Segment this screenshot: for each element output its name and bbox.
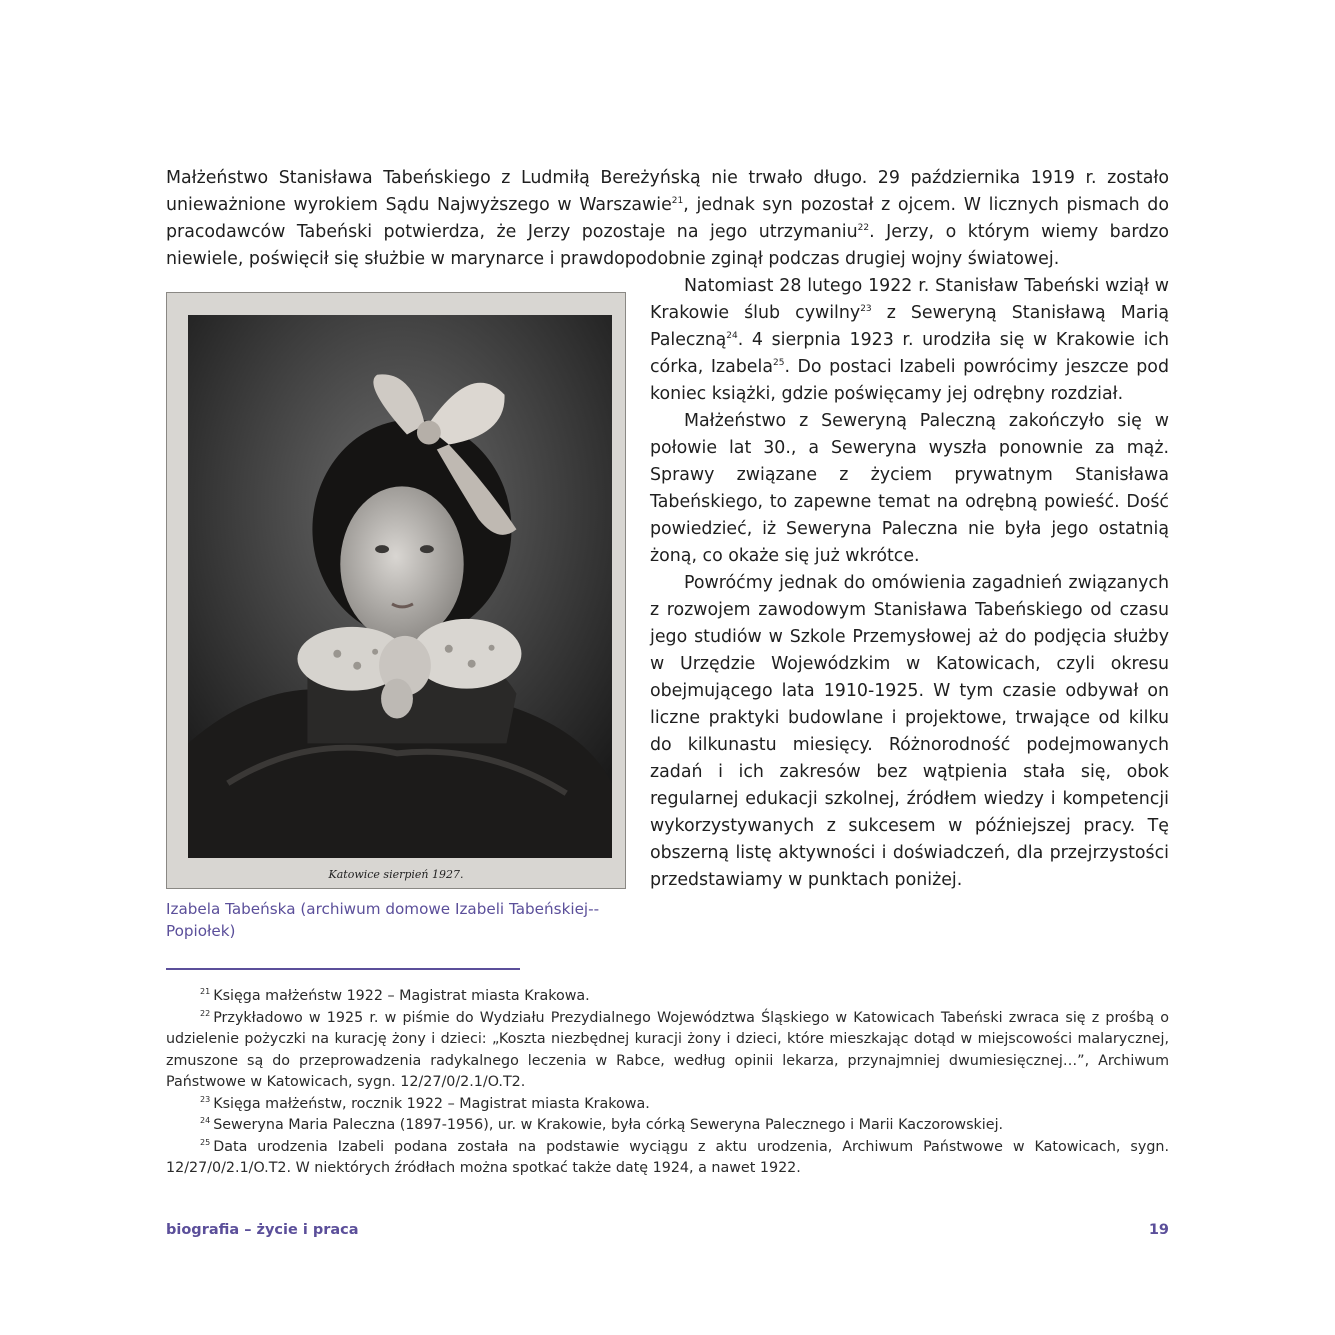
photo-inscription: Katowice sierpień 1927.: [328, 868, 464, 881]
footnote-number: 24: [200, 1116, 211, 1125]
footnote: [166, 1137, 1169, 1180]
paragraph-text: . 4 sierpnia 1923 r. urodziła się w Krakowie ich córka, Izabela: [650, 330, 1169, 377]
footnote-text: Przykładowo w 1925 r. w piśmie do Wydziału Prezydialnego Województwa Śląskiego w Katowicach Tabeński zwraca się z prośbą o udzielenie pożyczki na kurację żony i dzieci: „Koszta niezbędnej kuracji żony i dzieci, które mieszkając dotąd w miejscowości malarycznej, zmuszone są do przeprowadzenia radykalnego leczenia w Rabce, według opinii lekarza, przynajmniej dwumiesięcznej…”, Archiwum Państwowe w Katowicach, sygn. 12/27/0/2.1/O.T2.: [166, 1009, 1169, 1090]
intro-paragraph: [166, 165, 1169, 273]
footnote-ref[interactable]: 23: [860, 304, 872, 314]
paragraph: [650, 273, 1169, 408]
girl-portrait-illustration: [188, 315, 612, 858]
footnote: [166, 1115, 1169, 1137]
intro-text: . Jerzy, o którym wiemy bardzo niewiele, poświęcił się służbie w marynarce i prawdopodobnie zginął podczas drugiej wojny światowej.: [166, 222, 1170, 269]
footnote-divider: [166, 968, 520, 970]
paragraph: Powróćmy jednak do omówienia zagadnień związanych z rozwojem zawodowym Stanisława Tabeńskiego od czasu jego studiów w Szkole Przemysłowej aż do podjęcia służby w Urzędzie Wojewódzkim w Katowicach, czyli okresu obejmującego lata 1910-1925. W tym czasie odbywał on liczne praktyki budowlane i projektowe, trwające od kilku do kilkunastu miesięcy. Różnorodność podejmowanych zadań i ich zakresów bez wątpienia stała się, obok regularnej edukacji szkolnej, źródłem wiedzy i kompetencji wykorzystywanych z sukcesem w późniejszej pracy. Tę obszerną listę aktywności i doświadczeń, dla przejrzystości przedstawiamy w punktach poniżej.: [650, 573, 1169, 890]
footnote-number: 25: [200, 1137, 211, 1147]
right-column-text: [650, 273, 1169, 894]
footnote-ref[interactable]: 22: [857, 223, 870, 233]
footnote-number: 22: [200, 1008, 211, 1018]
footnotes: [166, 986, 1169, 1180]
footnote: [166, 986, 1169, 1008]
footnote-text: Księga małżeństw, rocznik 1922 – Magistrat miasta Krakowa.: [213, 1095, 650, 1112]
footnote-number: 23: [200, 1094, 211, 1104]
photo-caption: Izabela Tabeńska (archiwum domowe Izabeli Tabeńskiej--Popiołek): [166, 900, 600, 940]
paragraph-text: Natomiast 28 lutego 1922 r. Stanisław Tabeński wziął w Krakowie ślub cywilny: [650, 276, 1169, 323]
footnote-number: 21: [200, 987, 211, 996]
paragraph: Małżeństwo z Seweryną Paleczną zakończyło się w połowie lat 30., a Seweryna wyszła ponownie za mąż. Sprawy związane z życiem prywatnym Stanisława Tabeńskiego, to zapewne temat na odrębną powieść. Dość powiedzieć, iż Seweryna Paleczna nie była jego ostatnią żoną, co okaże się już wkrótce.: [650, 411, 1169, 566]
footnote-ref[interactable]: 24: [726, 331, 738, 341]
paragraph-text: . Do postaci Izabeli powrócimy jeszcze pod koniec książki, gdzie poświęcamy jej odrębny rozdział.: [650, 357, 1169, 404]
intro-text: Małżeństwo Stanisława Tabeńskiego z Ludmiłą Bereżyńską nie trwało długo. 29 października 1919 r. zostało unieważnione wyrokiem Sądu Najwyższego w Warszawie: [166, 168, 1169, 215]
photo-image: [188, 315, 612, 858]
footnote: [166, 1008, 1169, 1094]
intro-text: , jednak syn pozostał z ojcem. W licznych pismach do pracodawców Tabeński potwierdza, że Jerzy pozostaje na jego utrzymaniu: [166, 195, 1169, 242]
footnote-text: Seweryna Maria Paleczna (1897-1956), ur. w Krakowie, była córką Seweryna Palecznego i Marii Kaczorowskiej.: [213, 1117, 1004, 1133]
portrait-photo: [166, 292, 626, 889]
footnote-text: Data urodzenia Izabeli podana została na podstawie wyciągu z aktu urodzenia, Archiwum Państwowe w Katowicach, sygn. 12/27/0/2.1/O.T2. W niektórych źródłach można spotkać także datę 1924, a nawet 1922.: [166, 1138, 1169, 1176]
running-title: biografia – życie i praca: [166, 1222, 359, 1238]
footnote-ref[interactable]: 25: [773, 358, 785, 368]
page-number: 19: [1148, 1222, 1169, 1238]
footnote: [166, 1094, 1169, 1116]
paragraph-text: z Seweryną Stanisławą Marią Paleczną: [650, 303, 1169, 350]
footnote-text: Księga małżeństw 1922 – Magistrat miasta Krakowa.: [213, 988, 590, 1004]
footnote-ref[interactable]: 21: [671, 196, 684, 206]
